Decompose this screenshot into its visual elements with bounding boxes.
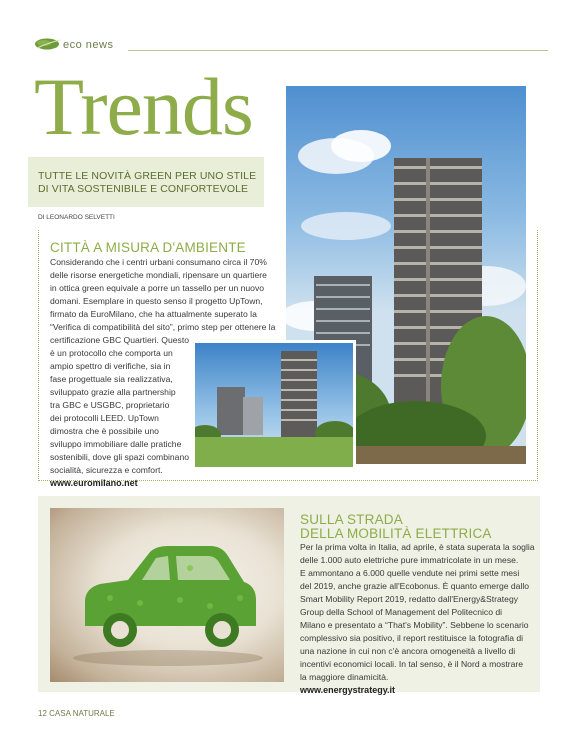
body-line: ampio spettro di verifiche, sia in bbox=[50, 361, 171, 371]
article2-heading bbox=[300, 513, 492, 541]
heading-line: SULLA STRADA bbox=[300, 512, 403, 527]
body-line: domani. Esemplare in questo senso il progetto UpTown, bbox=[50, 296, 263, 306]
body-line: in ottica green equivale a porre un tassello per un nuovo bbox=[50, 283, 265, 293]
body-line: firmato da EuroMilano, che ha attualmente superato la bbox=[50, 309, 257, 319]
subtitle-line: DI VITA SOSTENIBILE E CONFORTEVOLE bbox=[38, 183, 249, 195]
article2-body bbox=[300, 541, 535, 697]
heading-line: DELLA MOBILITÀ ELETTRICA bbox=[300, 526, 492, 541]
body-line: Group della School of Management del Politecnico di bbox=[300, 607, 503, 617]
body-line: sviluppato grazie alla partnership bbox=[50, 387, 176, 397]
green-car-icon bbox=[50, 508, 284, 682]
body-line: è un protocollo che comporta un bbox=[50, 348, 173, 358]
article-body bbox=[50, 256, 290, 490]
body-line: una nazione in cui non c'è ancora omogeneità a livello di bbox=[300, 646, 516, 656]
body-line: Considerando che i centri urbani consumano circa il 70% bbox=[50, 257, 267, 267]
body-line: delle 1.000 auto elettriche pure immatricolate in un mese. bbox=[300, 555, 519, 565]
body-line: sostenibili, dove gli spazi combinano bbox=[50, 452, 190, 462]
body-line: Milano e presentato a “That's Mobility”. Sebbene lo scenario bbox=[300, 620, 529, 630]
article-link[interactable]: www.euromilano.net bbox=[50, 478, 138, 488]
green-car-photo bbox=[50, 508, 284, 682]
body-line: tra GBC e USGBC, proprietario bbox=[50, 400, 170, 410]
body-line: la maggiore dinamicità. bbox=[300, 672, 389, 682]
section-label: eco news bbox=[63, 39, 114, 51]
leaf-logo-icon bbox=[34, 37, 62, 51]
body-line: sviluppo immobiliare dalle pratiche bbox=[50, 439, 182, 449]
body-line: dimostra che è possibile uno bbox=[50, 426, 159, 436]
body-line: complessivo sia positivo, il report restituisce la fotografia di bbox=[300, 633, 524, 643]
byline: DI LEONARDO SELVETTI bbox=[38, 214, 115, 221]
body-line: del 2019, anche grazie all'Ecobonus. È quanto emerge dallo bbox=[300, 581, 530, 591]
body-line: delle risorse energetiche mondiali, ripensare un quartiere bbox=[50, 270, 267, 280]
body-line: Per la prima volta in Italia, ad aprile, è stata superata la soglia bbox=[300, 542, 535, 552]
subtitle bbox=[38, 170, 268, 196]
body-line: E ammontano a 6.000 quelle vendute nei primi sette mesi bbox=[300, 568, 520, 578]
body-line: Smart Mobility Report 2019, redatto dall'Energy&Strategy bbox=[300, 594, 519, 604]
page-folio: 12 CASA NATURALE bbox=[38, 709, 115, 718]
subtitle-line: TUTTE LE NOVITÀ GREEN PER UNO STILE bbox=[38, 170, 257, 182]
article-heading: CITTÀ A MISURA D'AMBIENTE bbox=[50, 240, 246, 255]
body-line: socialità, sicurezza e comfort. bbox=[50, 465, 163, 475]
body-line: incentivi economici locali. In tal senso, è il Nord a mostrare bbox=[300, 659, 524, 669]
body-line: fase progettuale sia realizzativa, bbox=[50, 374, 173, 384]
body-line: dei protocolli LEED. UpTown bbox=[50, 413, 159, 423]
header-rule bbox=[128, 50, 548, 51]
article2-link[interactable]: www.energystrategy.it bbox=[300, 685, 396, 695]
body-line: certificazione GBC Quartieri. Questo bbox=[50, 335, 189, 345]
page-title: Trends bbox=[34, 61, 253, 152]
body-line: “Verifica di compatibilità del sito”, primo step per ottenere la bbox=[50, 322, 276, 332]
